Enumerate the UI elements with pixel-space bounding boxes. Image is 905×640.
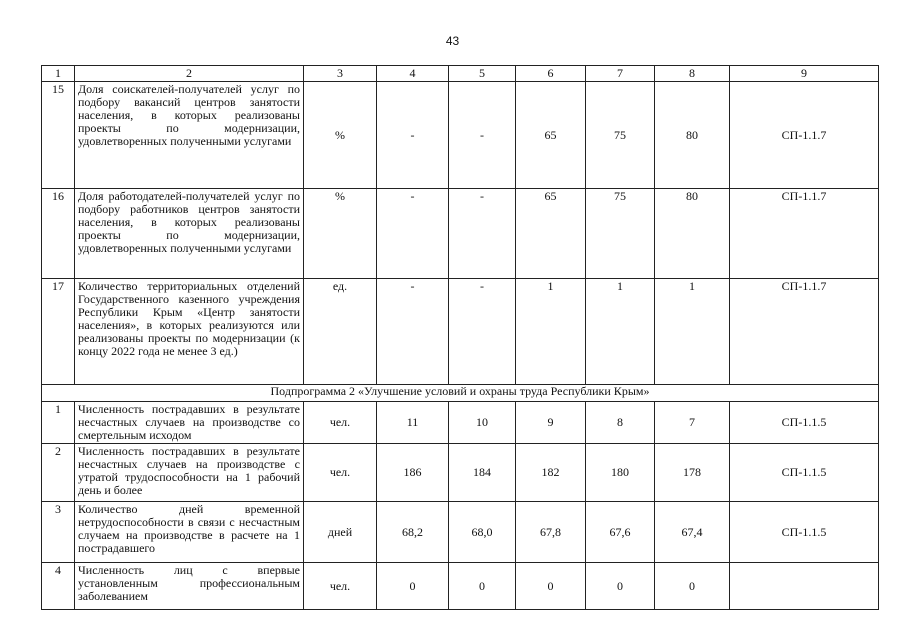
indicator-name: Доля соискателей-получателей услуг по подбору вакансий центров занятости населения, в которых реализованы проекты по модернизации, удовлетворенных полученными услугами (75, 82, 304, 189)
reference-cell: СП-1.1.7 (730, 82, 879, 189)
indicator-name: Доля работодателей-получателей услуг по подбору работников центров занятости населения, в которых реализованы проекты по модернизации, удовлетворенных полученными услугами (75, 189, 304, 279)
value-cell: 1 (516, 279, 586, 385)
value-cell: - (449, 279, 516, 385)
table-row (42, 279, 879, 385)
value-cell: 75 (586, 82, 655, 189)
column-header: 5 (449, 66, 516, 82)
reference-cell: СП-1.1.7 (730, 189, 879, 279)
value-cell: 10 (449, 402, 516, 444)
value-cell: 80 (655, 189, 730, 279)
unit-cell: чел. (304, 444, 377, 502)
unit-cell: % (304, 82, 377, 189)
reference-cell: СП-1.1.7 (730, 279, 879, 385)
value-cell: 67,6 (586, 502, 655, 563)
indicator-name: Количество дней временной нетрудоспособности в связи с несчастным случаем на производстве в расчете на 1 пострадавшего (75, 502, 304, 563)
value-cell: 0 (655, 563, 730, 610)
value-cell: 178 (655, 444, 730, 502)
value-cell: 180 (586, 444, 655, 502)
table-row (42, 563, 879, 610)
indicator-name: Количество территориальных отделений Государственного казенного учреждения Республики Крым «Центр занятости населения», в которых реализуются или реализованы проекты по модернизации (к концу 2022 года не менее 3 ед.) (75, 279, 304, 385)
value-cell: 80 (655, 82, 730, 189)
row-number: 3 (42, 502, 75, 563)
reference-cell (730, 563, 879, 610)
value-cell: - (377, 189, 449, 279)
row-number: 4 (42, 563, 75, 610)
page-number: 43 (445, 34, 460, 48)
value-cell: 8 (586, 402, 655, 444)
reference-cell: СП-1.1.5 (730, 502, 879, 563)
value-cell: 65 (516, 189, 586, 279)
column-header: 1 (42, 66, 75, 82)
value-cell: - (449, 82, 516, 189)
value-cell: 0 (377, 563, 449, 610)
row-number: 17 (42, 279, 75, 385)
reference-cell: СП-1.1.5 (730, 444, 879, 502)
value-cell: 0 (449, 563, 516, 610)
value-cell: 184 (449, 444, 516, 502)
value-cell: 68,0 (449, 502, 516, 563)
row-number: 2 (42, 444, 75, 502)
column-header: 9 (730, 66, 879, 82)
value-cell: 1 (586, 279, 655, 385)
indicator-name: Численность лиц с впервые установленным профессиональным заболеванием (75, 563, 304, 610)
value-cell: 0 (586, 563, 655, 610)
value-cell: - (377, 82, 449, 189)
reference-cell: СП-1.1.5 (730, 402, 879, 444)
subprogram-heading-row (42, 385, 879, 402)
unit-cell: чел. (304, 563, 377, 610)
table-row (42, 189, 879, 279)
row-number: 15 (42, 82, 75, 189)
value-cell: - (449, 189, 516, 279)
row-number: 1 (42, 402, 75, 444)
subprogram-title: Подпрограмма 2 «Улучшение условий и охраны труда Республики Крым» (42, 385, 879, 402)
value-cell: 65 (516, 82, 586, 189)
value-cell: 9 (516, 402, 586, 444)
column-header: 6 (516, 66, 586, 82)
column-header: 8 (655, 66, 730, 82)
column-header: 4 (377, 66, 449, 82)
indicator-name: Численность пострадавших в результате несчастных случаев на производстве со смертельным исходом (75, 402, 304, 444)
value-cell: 11 (377, 402, 449, 444)
row-number: 16 (42, 189, 75, 279)
value-cell: 0 (516, 563, 586, 610)
value-cell: 7 (655, 402, 730, 444)
indicators-table (41, 65, 879, 610)
table-row (42, 402, 879, 444)
column-header: 3 (304, 66, 377, 82)
value-cell: 67,8 (516, 502, 586, 563)
value-cell: 68,2 (377, 502, 449, 563)
unit-cell: чел. (304, 402, 377, 444)
value-cell: - (377, 279, 449, 385)
table-row (42, 502, 879, 563)
column-header: 7 (586, 66, 655, 82)
value-cell: 1 (655, 279, 730, 385)
table-row (42, 444, 879, 502)
column-header: 2 (75, 66, 304, 82)
table-row (42, 82, 879, 189)
unit-cell: % (304, 189, 377, 279)
value-cell: 67,4 (655, 502, 730, 563)
value-cell: 186 (377, 444, 449, 502)
indicator-name: Численность пострадавших в результате несчастных случаев на производстве с утратой трудоспособности на 1 рабочий день и более (75, 444, 304, 502)
unit-cell: ед. (304, 279, 377, 385)
value-cell: 75 (586, 189, 655, 279)
unit-cell: дней (304, 502, 377, 563)
column-number-header-row (42, 66, 879, 82)
value-cell: 182 (516, 444, 586, 502)
